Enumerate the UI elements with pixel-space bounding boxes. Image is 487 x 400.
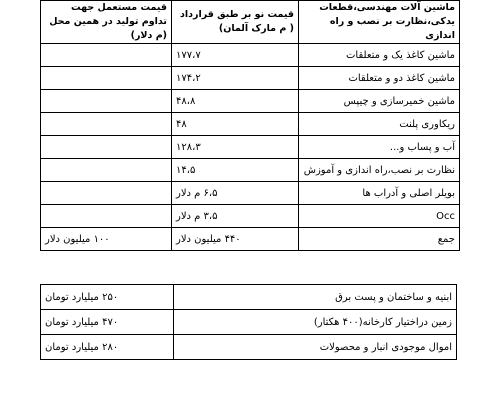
row-used-price	[41, 136, 172, 159]
table-row	[41, 335, 457, 360]
row-item: نظارت بر نصب،راه اندازی و آموزش	[299, 159, 460, 182]
total-row	[41, 228, 460, 251]
row-value: ۲۸۰ میلیارد تومان	[41, 335, 174, 360]
row-value: ۴۷۰ میلیارد تومان	[41, 310, 174, 335]
table-row	[41, 159, 460, 182]
row-value: ۲۵۰ میلیارد تومان	[41, 285, 174, 310]
row-new-price: ۳،۵ م دلار	[172, 205, 299, 228]
asset-valuation-table	[40, 0, 460, 251]
row-item: ابنیه و ساختمان و پست برق	[173, 285, 456, 310]
row-new-price: ۱۴،۵	[172, 159, 299, 182]
row-used-price	[41, 90, 172, 113]
row-new-price: ۱۷۷،۷	[172, 44, 299, 67]
row-item: زمین دراختیار کارخانه(۴۰۰ هکتار)	[173, 310, 456, 335]
row-item: آب و پساب و...	[299, 136, 460, 159]
table-row	[41, 310, 457, 335]
header-item: ماشین آلات مهندسی،قطعات یدکی،نظارت بر نصب و راه اندازی	[299, 1, 460, 44]
row-new-price: ۱۷۴،۲	[172, 67, 299, 90]
table-row	[41, 136, 460, 159]
total-new-price: ۴۴۰ میلیون دلار	[172, 228, 299, 251]
row-item: بویلر اصلی و آدراب ها	[299, 182, 460, 205]
table-row	[41, 67, 460, 90]
row-used-price	[41, 44, 172, 67]
total-used-price: ۱۰۰ میلیون دلار	[41, 228, 172, 251]
row-new-price: ۱۲۸،۳	[172, 136, 299, 159]
table-row	[41, 44, 460, 67]
row-item: ماشین خمیرسازی و چیپس	[299, 90, 460, 113]
row-used-price	[41, 159, 172, 182]
row-item: اموال موجودی انبار و محصولات	[173, 335, 456, 360]
table-row	[41, 90, 460, 113]
header-used-price: قیمت مستعمل جهت تداوم تولید در همین محل (م دلار)	[41, 1, 172, 44]
header-new-price: قیمت نو بر طبق قرارداد ( م مارک آلمان)	[172, 1, 299, 44]
total-label: جمع	[299, 228, 460, 251]
row-new-price: ۶،۵ م دلار	[172, 182, 299, 205]
row-used-price	[41, 182, 172, 205]
row-item: ماشین کاغذ دو و متعلقات	[299, 67, 460, 90]
row-used-price	[41, 205, 172, 228]
table-row	[41, 113, 460, 136]
row-item: ریکاوری پلنت	[299, 113, 460, 136]
row-new-price: ۴۸	[172, 113, 299, 136]
row-used-price	[41, 67, 172, 90]
property-valuation-table	[40, 284, 457, 360]
row-item: Occ	[299, 205, 460, 228]
table-row	[41, 205, 460, 228]
table-row	[41, 285, 457, 310]
table-row	[41, 182, 460, 205]
row-used-price	[41, 113, 172, 136]
row-new-price: ۴۸،۸	[172, 90, 299, 113]
table-header-row	[41, 1, 460, 44]
row-item: ماشین کاغذ یک و متعلقات	[299, 44, 460, 67]
